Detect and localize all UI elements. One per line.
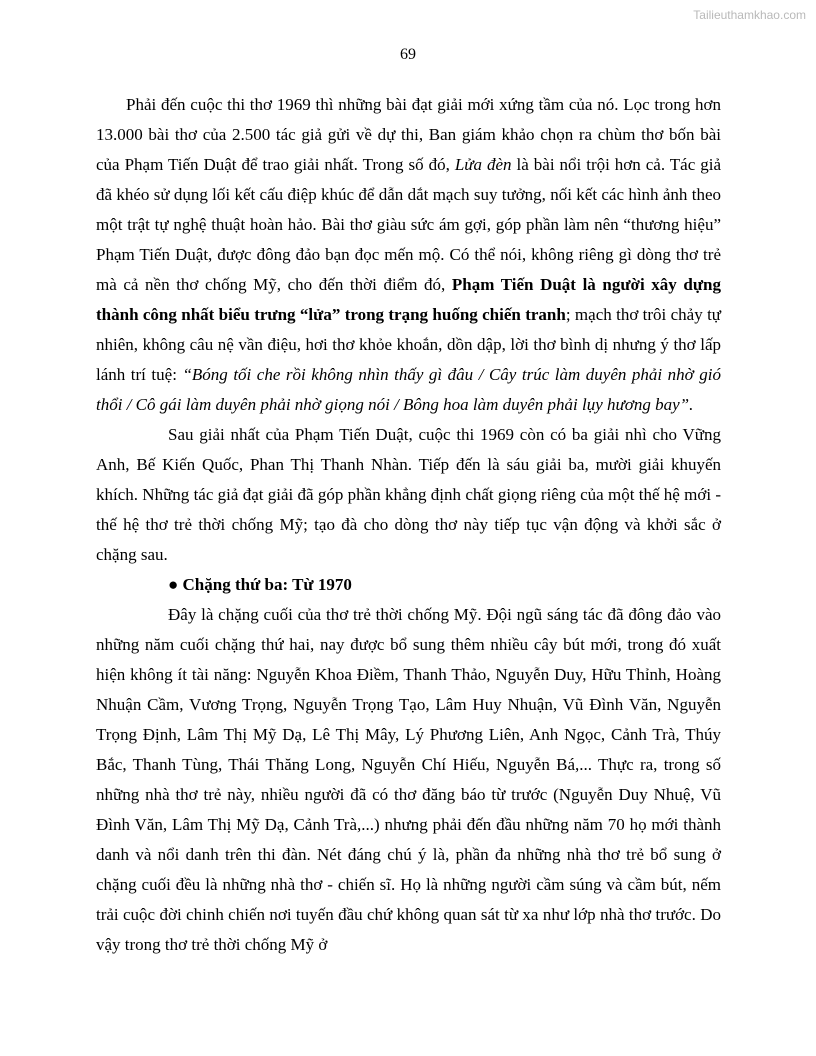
- page-body: [96, 90, 721, 960]
- paragraph-2: Sau giải nhất của Phạm Tiến Duật, cuộc thi 1969 còn có ba giải nhì cho Vững Anh, Bế Kiến Quốc, Phan Thị Thanh Nhàn. Tiếp đến là sáu giải ba, mười giải khuyến khích. Những tác giả đạt giải đã góp phần khẳng định chất giọng riêng của một thế hệ mới - thế hệ thơ trẻ thời chống Mỹ; tạo đà cho dòng thơ này tiếp tục vận động và khởi sắc ở chặng sau.: [96, 425, 721, 564]
- page-number: 69: [400, 46, 416, 63]
- paragraph-1: Phải đến cuộc thi thơ 1969 thì những bài đạt giải mới xứng tầm của nó. Lọc trong hơn 13.000 bài thơ của 2.500 tác giả gửi về dự thi, Ban giám khảo chọn ra chùm thơ bốn bài của Phạm Tiến Duật để trao giải nhất. Trong số đó, Lửa đèn là bài nổi trội hơn cả. Tác giả đã khéo sử dụng lối kết cấu điệp khúc để dẫn dắt mạch suy tưởng, nối kết các hình ảnh theo một trật tự nghệ thuật hoàn hảo. Bài thơ giàu sức ám gợi, góp phần làm nên “thương hiệu” Phạm Tiến Duật, được đông đảo bạn đọc mến mộ. Có thể nói, không riêng gì dòng thơ trẻ mà cả nền thơ chống Mỹ, cho đến thời điểm đó, Phạm Tiến Duật là người xây dựng thành công nhất biểu trưng “lửa” trong trạng huống chiến tranh; mạch thơ trôi chảy tự nhiên, không câu nệ vần điệu, hơi thơ khỏe khoắn, dồn dập, lời thơ bình dị nhưng ý thơ lấp lánh trí tuệ: “Bóng tối che rồi không nhìn thấy gì đâu / Cây trúc làm duyên phải nhờ gió thổi / Cô gái làm duyên phải nhờ giọng nói / Bông hoa làm duyên phải lụy hương bay”.: [96, 95, 722, 414]
- watermark-text: Tailieuthamkhao.com: [693, 8, 806, 22]
- paragraph-3: Đây là chặng cuối của thơ trẻ thời chống Mỹ. Đội ngũ sáng tác đã đông đảo vào những năm cuối chặng thứ hai, nay được bổ sung thêm nhiều cây bút mới, trong đó xuất hiện không ít tài năng: Nguyễn Khoa Điềm, Thanh Thảo, Nguyễn Duy, Hữu Thỉnh, Hoàng Nhuận Cầm, Vương Trọng, Nguyễn Trọng Tạo, Lâm Huy Nhuận, Vũ Đình Văn, Nguyễn Trọng Định, Lâm Thị Mỹ Dạ, Lê Thị Mây, Lý Phương Liên, Anh Ngọc, Cảnh Trà, Thúy Bắc, Thanh Tùng, Thái Thăng Long, Nguyễn Chí Hiếu, Nguyễn Bá,... Thực ra, trong số những nhà thơ trẻ này, nhiều người đã có thơ đăng báo từ trước (Nguyễn Duy Nhuệ, Vũ Đình Văn, Lâm Thị Mỹ Dạ, Cảnh Trà,...) nhưng phải đến đầu những năm 70 họ mới thành danh và nổi danh trên thi đàn. Nét đáng chú ý là, phần đa những nhà thơ trẻ bổ sung ở chặng cuối đều là những nhà thơ - chiến sĩ. Họ là những người cầm súng và cầm bút, nếm trải cuộc đời chinh chiến nơi tuyến đầu chứ không quan sát từ xa như lớp nhà thơ trước. Do vậy trong thơ trẻ thời chống Mỹ ở: [96, 605, 721, 954]
- stage-three-heading: ● Chặng thứ ba: Từ 1970: [168, 575, 352, 594]
